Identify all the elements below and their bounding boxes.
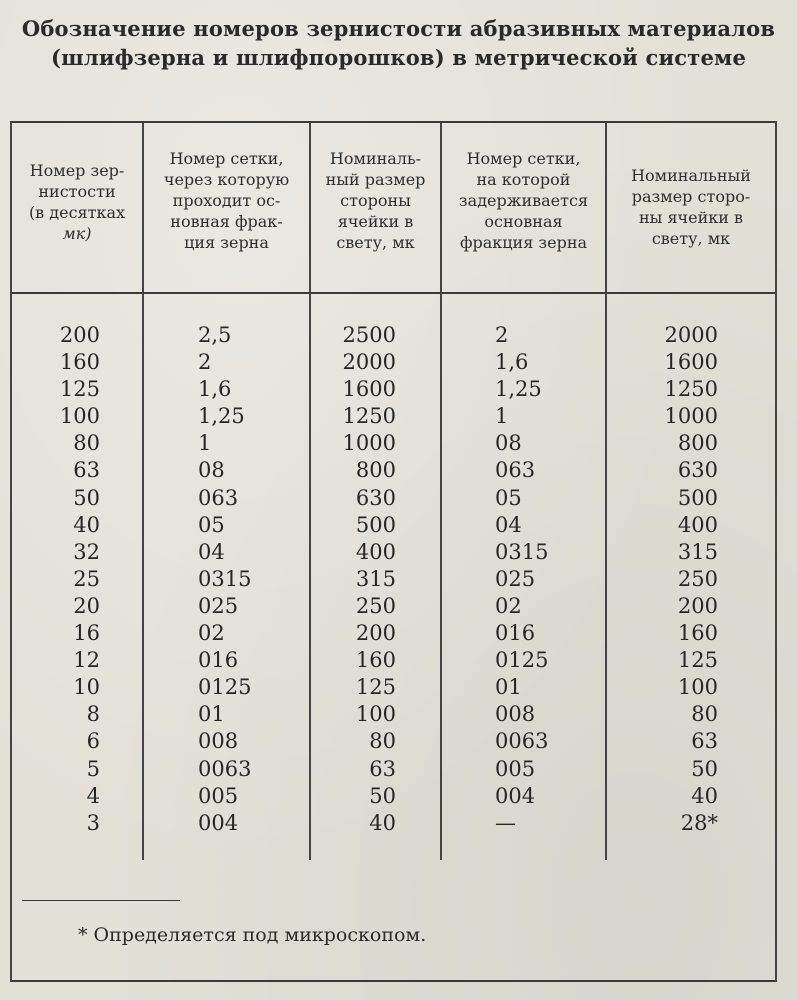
pass-mesh-cell: 063 <box>198 485 239 510</box>
retain-mesh-cell: 0125 <box>495 648 549 673</box>
retain-size-cell: 630 <box>677 458 718 483</box>
retain-mesh-cell: 05 <box>495 485 522 510</box>
retain-mesh-cell: 01 <box>495 675 522 700</box>
pass-size-cell: 1250 <box>342 404 396 429</box>
table-right-border <box>775 121 777 982</box>
grain-number-cell: 32 <box>73 539 100 564</box>
footnote-rule <box>22 900 180 901</box>
grain-number-cell: 20 <box>73 593 100 618</box>
retain-mesh-cell: 2 <box>495 323 509 347</box>
footnote-text: * Определяется под микроскопом. <box>78 924 427 946</box>
retain-size-cell: 80 <box>691 702 718 727</box>
pass-mesh-cell: 1,6 <box>198 377 232 402</box>
column-retain-size <box>640 322 718 837</box>
retain-size-cell: 800 <box>677 431 718 456</box>
pass-size-cell: 1000 <box>342 431 396 456</box>
retain-size-cell: 2000 <box>664 323 718 347</box>
grain-number-cell: 8 <box>86 702 100 727</box>
retain-size-cell: 315 <box>677 539 718 564</box>
retain-mesh-cell: 063 <box>495 458 536 483</box>
retain-size-cell: 500 <box>677 485 718 510</box>
pass-mesh-cell: 008 <box>198 729 239 754</box>
pass-size-cell: 1600 <box>342 377 396 402</box>
table-top-rule <box>10 121 776 123</box>
pass-mesh-cell: 02 <box>198 621 225 646</box>
retain-mesh-cell: 08 <box>495 431 522 456</box>
retain-size-cell: 50 <box>691 756 718 781</box>
table-title <box>0 14 797 72</box>
pass-size-cell: 200 <box>355 621 396 646</box>
retain-size-cell: 200 <box>677 593 718 618</box>
header-retain-size: Номинальный размер сторо- ны ячейки в свету, мк <box>631 166 751 248</box>
retain-size-cell: 1600 <box>664 350 718 375</box>
retain-mesh-cell: 04 <box>495 512 522 537</box>
grain-number-cell: 200 <box>59 323 100 347</box>
pass-size-cell: 2000 <box>342 350 396 375</box>
header-pass-size: Номиналь- ный размер стороны ячейки в свету, мк <box>325 149 426 252</box>
grain-number-cell: 100 <box>59 404 100 429</box>
grain-number-cell: 50 <box>73 485 100 510</box>
pass-mesh-cell: 016 <box>198 648 239 673</box>
retain-mesh-cell: 1 <box>495 404 509 429</box>
retain-size-cell: 28* <box>680 810 718 835</box>
grain-number-cell: 25 <box>73 566 100 591</box>
grain-number-cell: 10 <box>73 675 100 700</box>
column-retain-mesh <box>495 322 595 837</box>
pass-mesh-cell: 05 <box>198 512 225 537</box>
pass-size-cell: 160 <box>355 648 396 673</box>
grain-number-cell: 3 <box>86 810 100 835</box>
pass-mesh-cell: 005 <box>198 783 239 808</box>
grain-number-cell: 6 <box>86 729 100 754</box>
retain-size-cell: 125 <box>677 648 718 673</box>
header-bottom-rule <box>10 292 776 294</box>
pass-size-cell: 800 <box>355 458 396 483</box>
header-grain-number: Номер зер- нистости (в десятках мк) <box>28 161 126 243</box>
pass-size-cell: 2500 <box>342 323 396 347</box>
retain-size-cell: 63 <box>691 729 718 754</box>
retain-size-cell: 250 <box>677 566 718 591</box>
pass-size-cell: 630 <box>355 485 396 510</box>
retain-mesh-cell: 02 <box>495 593 522 618</box>
pass-mesh-cell: 025 <box>198 593 239 618</box>
retain-size-cell: 1000 <box>664 404 718 429</box>
pass-size-cell: 125 <box>355 675 396 700</box>
grain-number-cell: 40 <box>73 512 100 537</box>
pass-mesh-cell: 01 <box>198 702 225 727</box>
grain-number-cell: 80 <box>73 431 100 456</box>
grain-number-cell: 5 <box>86 756 100 781</box>
pass-mesh-cell: 0125 <box>198 675 252 700</box>
header-pass-mesh: Номер сетки, через которую проходит ос- новная фрак- ция зерна <box>163 149 290 252</box>
table-left-border <box>10 121 12 982</box>
pass-mesh-cell: 04 <box>198 539 225 564</box>
retain-mesh-cell: 1,6 <box>495 350 529 375</box>
grain-number-cell: 160 <box>59 350 100 375</box>
retain-mesh-cell: 0063 <box>495 729 549 754</box>
retain-mesh-cell: 005 <box>495 756 536 781</box>
pass-size-cell: 40 <box>369 810 396 835</box>
pass-size-cell: 50 <box>369 783 396 808</box>
grain-number-cell: 63 <box>73 458 100 483</box>
pass-mesh-cell: 2 <box>198 350 212 375</box>
grain-number-cell: 12 <box>73 648 100 673</box>
title-line-2: (шлифзерна и шлифпорошков) в метрической системе <box>50 45 747 70</box>
column-grain-number <box>30 322 100 837</box>
retain-mesh-cell: 025 <box>495 566 536 591</box>
column-pass-mesh <box>198 322 298 837</box>
retain-mesh-cell: 016 <box>495 621 536 646</box>
pass-size-cell: 100 <box>355 702 396 727</box>
pass-mesh-cell: 1 <box>198 431 212 456</box>
pass-mesh-cell: 2,5 <box>198 323 232 347</box>
pass-size-cell: 400 <box>355 539 396 564</box>
pass-mesh-cell: 08 <box>198 458 225 483</box>
retain-mesh-cell: 004 <box>495 783 536 808</box>
pass-size-cell: 63 <box>369 756 396 781</box>
retain-size-cell: 400 <box>677 512 718 537</box>
grain-number-cell: 4 <box>86 783 100 808</box>
pass-size-cell: 315 <box>355 566 396 591</box>
pass-size-cell: 500 <box>355 512 396 537</box>
retain-size-cell: 100 <box>677 675 718 700</box>
column-pass-size <box>330 322 396 837</box>
grain-number-cell: 16 <box>73 621 100 646</box>
title-line-1: Обозначение номеров зернистости абразивных материалов <box>21 16 776 41</box>
retain-size-cell: 1250 <box>664 377 718 402</box>
pass-size-cell: 80 <box>369 729 396 754</box>
retain-size-cell: 160 <box>677 621 718 646</box>
pass-size-cell: 250 <box>355 593 396 618</box>
retain-mesh-cell: 008 <box>495 702 536 727</box>
retain-mesh-cell: 0315 <box>495 539 549 564</box>
pass-mesh-cell: 1,25 <box>198 404 245 429</box>
table-bottom-rule <box>10 980 776 982</box>
retain-size-cell: 40 <box>691 783 718 808</box>
pass-mesh-cell: 0063 <box>198 756 252 781</box>
header-retain-mesh: Номер сетки, на которой задерживается основная фракция зерна <box>458 149 589 252</box>
pass-mesh-cell: 0315 <box>198 566 252 591</box>
retain-mesh-cell: 1,25 <box>495 377 542 402</box>
retain-mesh-cell: — <box>495 810 516 835</box>
pass-mesh-cell: 004 <box>198 810 239 835</box>
grain-number-cell: 125 <box>59 377 100 402</box>
